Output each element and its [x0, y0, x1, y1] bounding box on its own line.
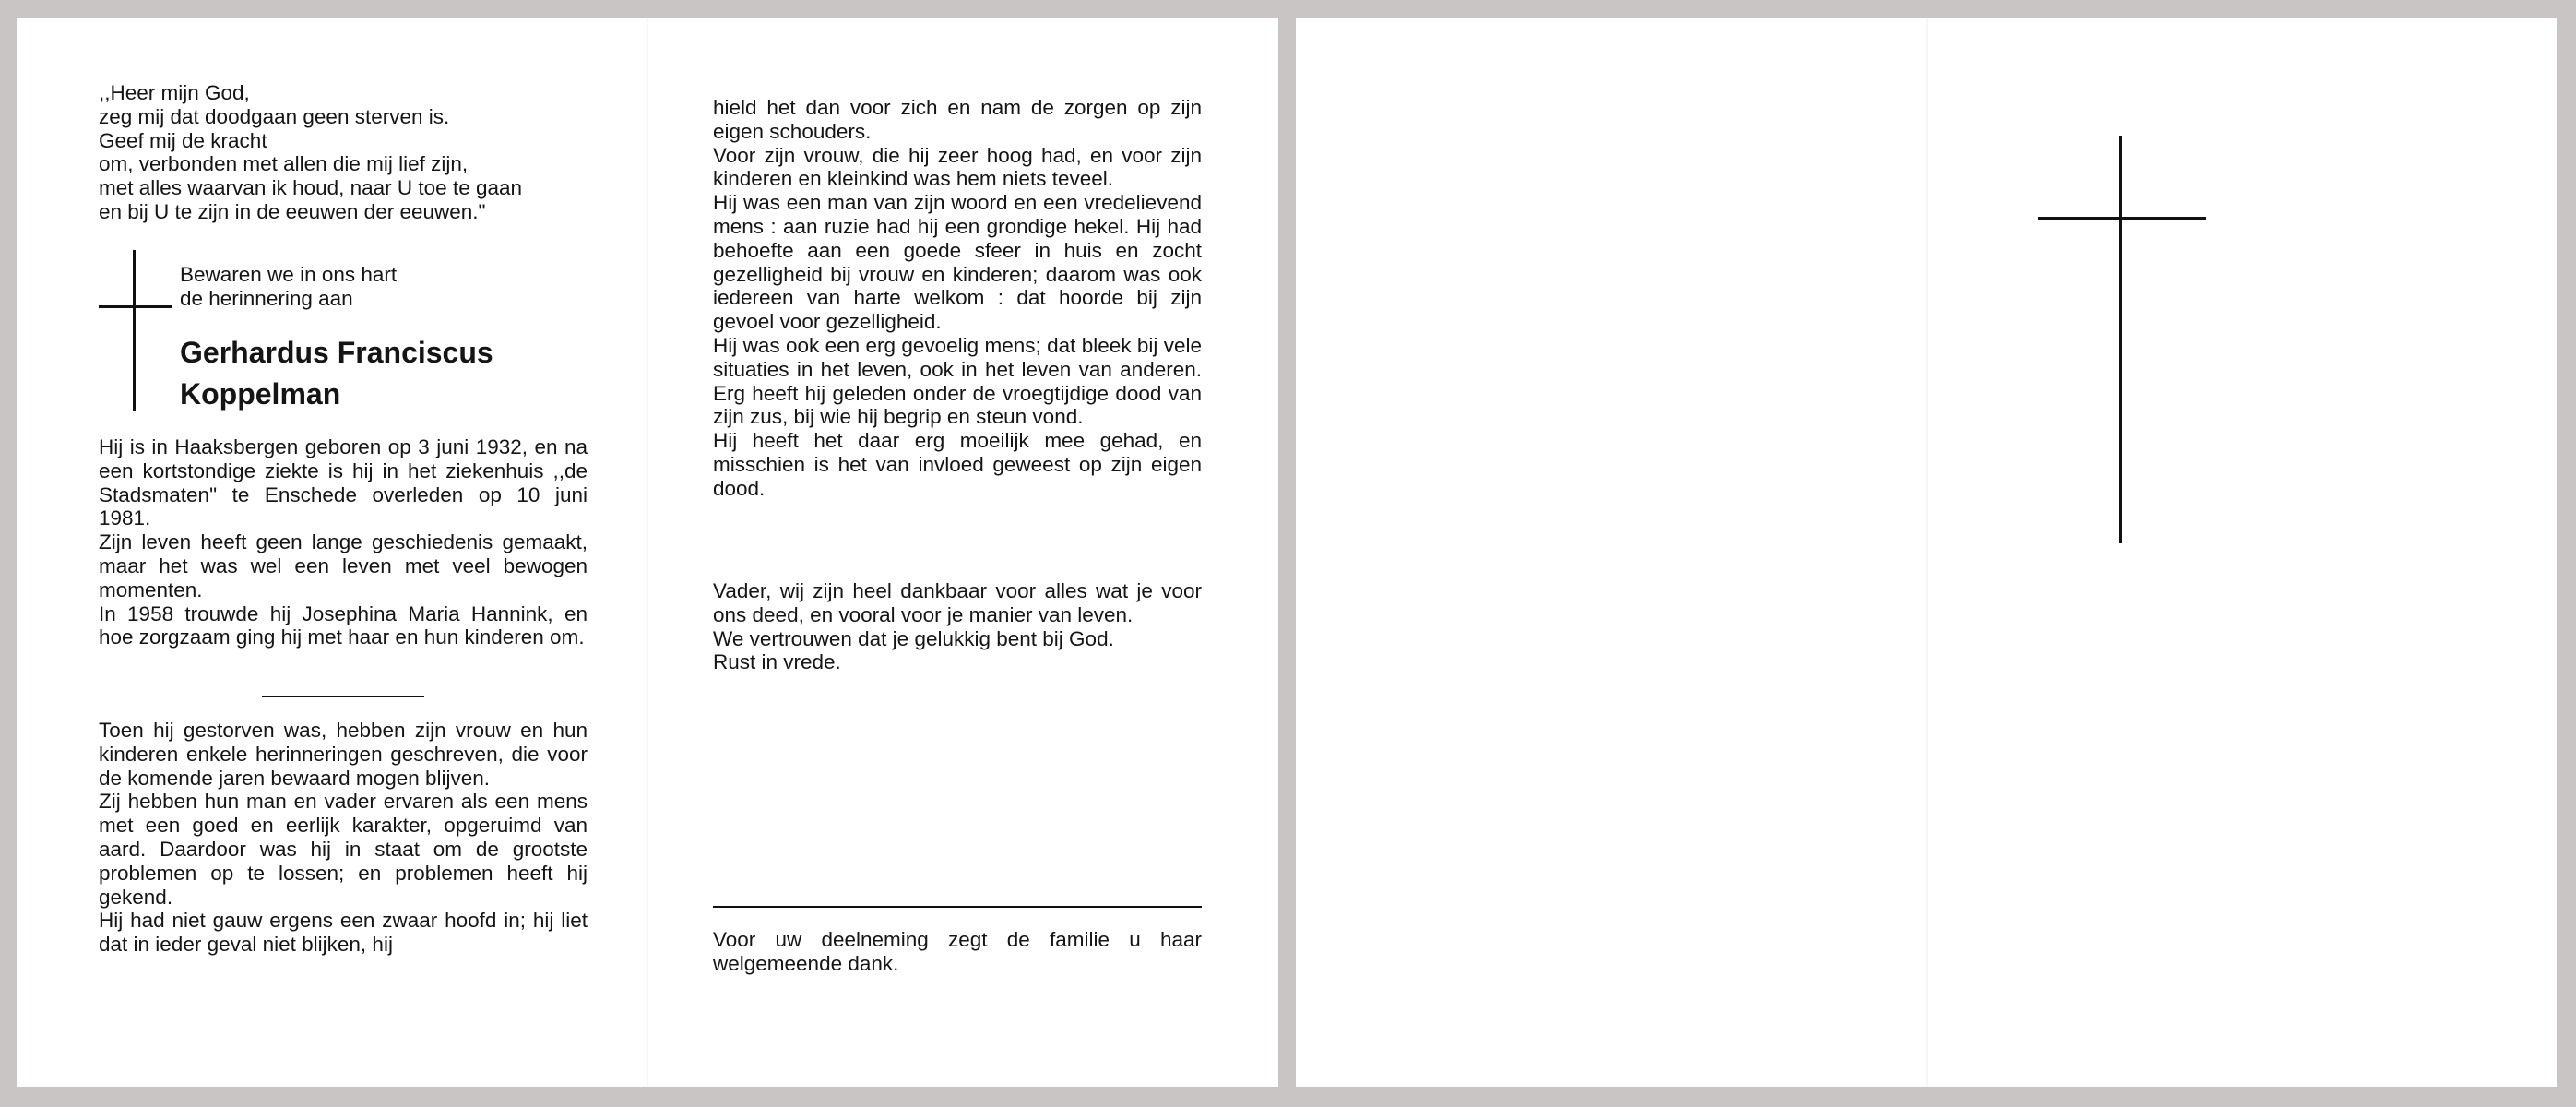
biography-paragraph: Zijn leven heeft geen lange geschiedenis gemaakt, maar het was wel een leven met veel bewogen momenten. — [99, 530, 588, 601]
name-line: Koppelman — [180, 377, 341, 411]
thanks-note — [713, 928, 1202, 976]
closing-block — [713, 579, 1202, 674]
remembrance-intro — [180, 263, 397, 311]
closing-paragraph: Rust in vrede. — [713, 650, 841, 674]
section-divider — [713, 906, 1202, 908]
cover-panel — [1296, 18, 2557, 1087]
poem-line: en bij U te zijn in de eeuwen der eeuwen." — [99, 199, 486, 223]
memory-paragraph: Hij heeft het daar erg moeilijk mee gehad, en misschien is het van invloed geweest op zijn eigen dood. — [713, 429, 1202, 500]
poem-block — [99, 81, 588, 224]
poem-line: ,,Heer mijn God, — [99, 81, 250, 104]
memory-paragraph: Voor zijn vrouw, die hij zeer hoog had, en voor zijn kinderen en kleinkind was hem niets teveel. — [713, 143, 1202, 191]
deceased-name — [180, 332, 493, 415]
poem-line: Geef mij de kracht — [99, 128, 267, 152]
memories-block — [99, 719, 588, 957]
memory-paragraph: Hij had niet gauw ergens een zwaar hoofd in; hij liet dat in ieder geval niet blijken, hij — [99, 909, 588, 957]
memory-paragraph: Toen hij gestorven was, hebben zijn vrouw en hun kinderen enkele herinneringen geschreven, die voor de komende jaren bewaard mogen blijven. — [99, 719, 588, 790]
thanks-text: Voor uw deelneming zegt de familie u haar welgemeende dank. — [713, 928, 1202, 975]
memory-paragraph: Hij was een man van zijn woord en een vredelievend mens : aan ruzie had hij een grondige hekel. Hij had behoefte aan een goede sfeer in huis en zocht gezelligheid bij vrouw en kinderen; daarom was ook iedereen van harte welkom : dat hoorde bij zijn gevoel voor gezelligheid. — [713, 191, 1202, 334]
fold-line — [647, 18, 648, 1087]
closing-paragraph: Vader, wij zijn heel dankbaar voor alles wat je voor ons deed, en vooral voor je manier van leven. — [713, 579, 1202, 626]
cross-icon — [2038, 136, 2206, 543]
cross-icon — [99, 250, 172, 411]
biography-paragraph: Hij is in Haaksbergen geboren op 3 juni 1932, en na een kortstondige ziekte is hij in het ziekenhuis ,,de Stadsmaten" te Enschede overleden op 10 juni 1981. — [99, 435, 588, 530]
poem-line: zeg mij dat doodgaan geen sterven is. — [99, 104, 450, 128]
biography-paragraph: In 1958 trouwde hij Josephina Maria Hannink, en hoe zorgzaam ging hij met haar en hun kinderen om. — [99, 601, 588, 649]
memory-paragraph: hield het dan voor zich en nam de zorgen op zijn eigen schouders. — [713, 96, 1202, 143]
memories-continued-block — [713, 96, 1202, 501]
biography-block — [99, 435, 588, 649]
intro-line: de herinnering aan — [180, 286, 353, 310]
closing-paragraph: We vertrouwen dat je gelukkig bent bij God. — [713, 626, 1114, 650]
name-line: Gerhardus Franciscus — [180, 336, 493, 369]
fold-line — [1926, 18, 1928, 1087]
intro-line: Bewaren we in ons hart — [180, 263, 398, 286]
poem-line: om, verbonden met allen die mij lief zijn, — [99, 152, 469, 176]
memory-paragraph: Hij was ook een erg gevoelig mens; dat bleek bij vele situaties in het leven, ook in het leven van anderen. Erg heeft hij geleden onder de vroegtijdige dood van zijn zus, bij wie hij begrip en steun vond. — [713, 333, 1202, 429]
inner-spread-panel — [17, 18, 1278, 1087]
poem-line: met alles waarvan ik houd, naar U toe te gaan — [99, 176, 523, 200]
section-divider — [262, 696, 424, 697]
memory-paragraph: Zij hebben hun man en vader ervaren als een mens met een goed en eerlijk karakter, opgeruimd van aard. Daardoor was hij in staat om de grootste problemen op te lossen; en problemen heeft hij gekend. — [99, 790, 588, 909]
